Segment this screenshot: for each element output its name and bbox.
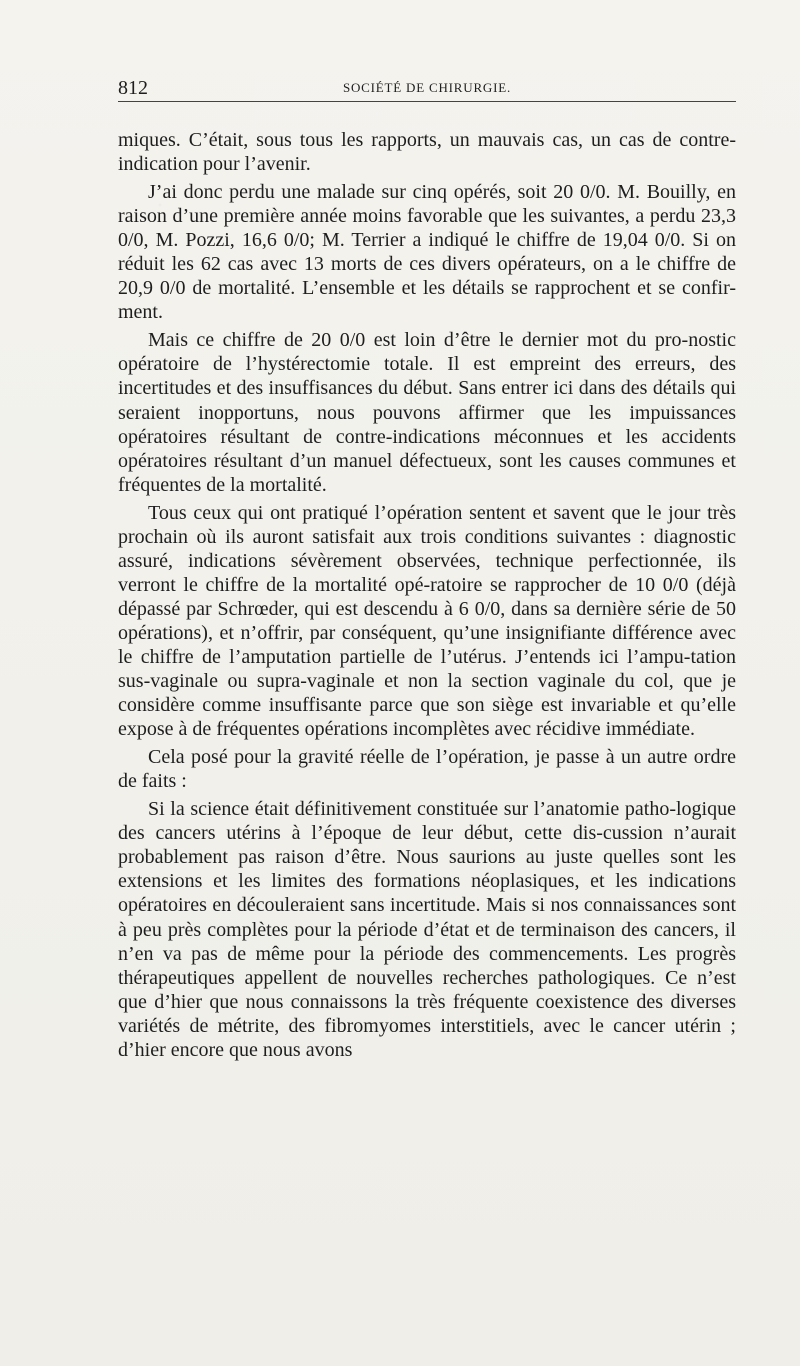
paragraph-mortality-rates: J’ai donc perdu une malade sur cinq opérés, soit 20 0/0. M. Bouilly, en raison d’une première année moins favorable que les suivantes, a perdu 23,3 0/0, M. Pozzi, 16,6 0/0; M. Terrier a indiqué le chiffre de 19,04 0/0. Si on réduit les 62 cas avec 13 morts de ces divers opérateurs, on a le chiffre de 20,9 0/0 de mortalité. L’ensemble et les détails se rapprochent et se confir-ment.	[118, 181, 736, 324]
paragraph-prognosis: Mais ce chiffre de 20 0/0 est loin d’être le dernier mot du pro-nostic opératoire de l’hystérectomie totale. Il est empreint des erreurs, des incertitudes et des insuffisances du début. Sans entrer ici dans des détails qui seraient inopportuns, nous pouvons affirmer que les impuissances opératoires résultant de contre-indications méconnues et les accidents opératoires résultant d’un manuel défectueux, sont les causes communes et fréquentes de la mortalité.	[118, 329, 736, 496]
page-header	[118, 77, 736, 102]
body-text	[118, 128, 736, 1066]
paragraph-transition: Cela posé pour la gravité réelle de l’opération, je passe à un autre ordre de faits :	[118, 746, 736, 793]
paragraph-continuation: miques. C’était, sous tous les rapports, un mauvais cas, un cas de contre-indication pour l’avenir.	[118, 129, 736, 176]
paragraph-pathology: Si la science était définitivement constituée sur l’anatomie patho-logique des cancers utérins à l’époque de leur début, cette dis-cussion n’aurait probablement pas raison d’être. Nous saurions au juste quelles sont les extensions et les limites des formations néoplasiques, et les indications opératoires en découleraient sans incertitude. Mais si nos connaissances sont à peu près complètes pour la période d’état et de terminaison des cancers, il n’en va pas de même pour la période des commencements. Les progrès thérapeutiques appellent de nouvelles recherches pathologiques. Ce n’est que d’hier que nous connaissons la très fréquente coexistence des diverses variétés de métrite, des fibromyomes interstitiels, avec le cancer utérin ; d’hier encore que nous avons	[118, 798, 736, 1061]
running-title: SOCIÉTÉ DE CHIRURGIE.	[342, 80, 512, 95]
page-number: 812	[118, 77, 148, 99]
paragraph-conditions: Tous ceux qui ont pratiqué l’opération sentent et savent que le jour très prochain où ils auront satisfait aux trois conditions suivantes : diagnostic assuré, indications sévèrement observées, technique perfectionnée, ils verront le chiffre de la mortalité opé-ratoire se rapprocher de 10 0/0 (déjà dépassé par Schrœder, qui est descendu à 6 0/0, dans sa dernière série de 50 opérations), et n’offrir, par conséquent, qu’une insignifiante différence avec le chiffre de l’amputation partielle de l’utérus. J’entends ici l’ampu-tation sus-vaginale ou supra-vaginale et non la section vaginale du col, que je considère comme insuffisante parce que son siège est invariable et qu’elle expose à de fréquentes opérations incomplètes avec récidive immédiate.	[118, 501, 736, 741]
